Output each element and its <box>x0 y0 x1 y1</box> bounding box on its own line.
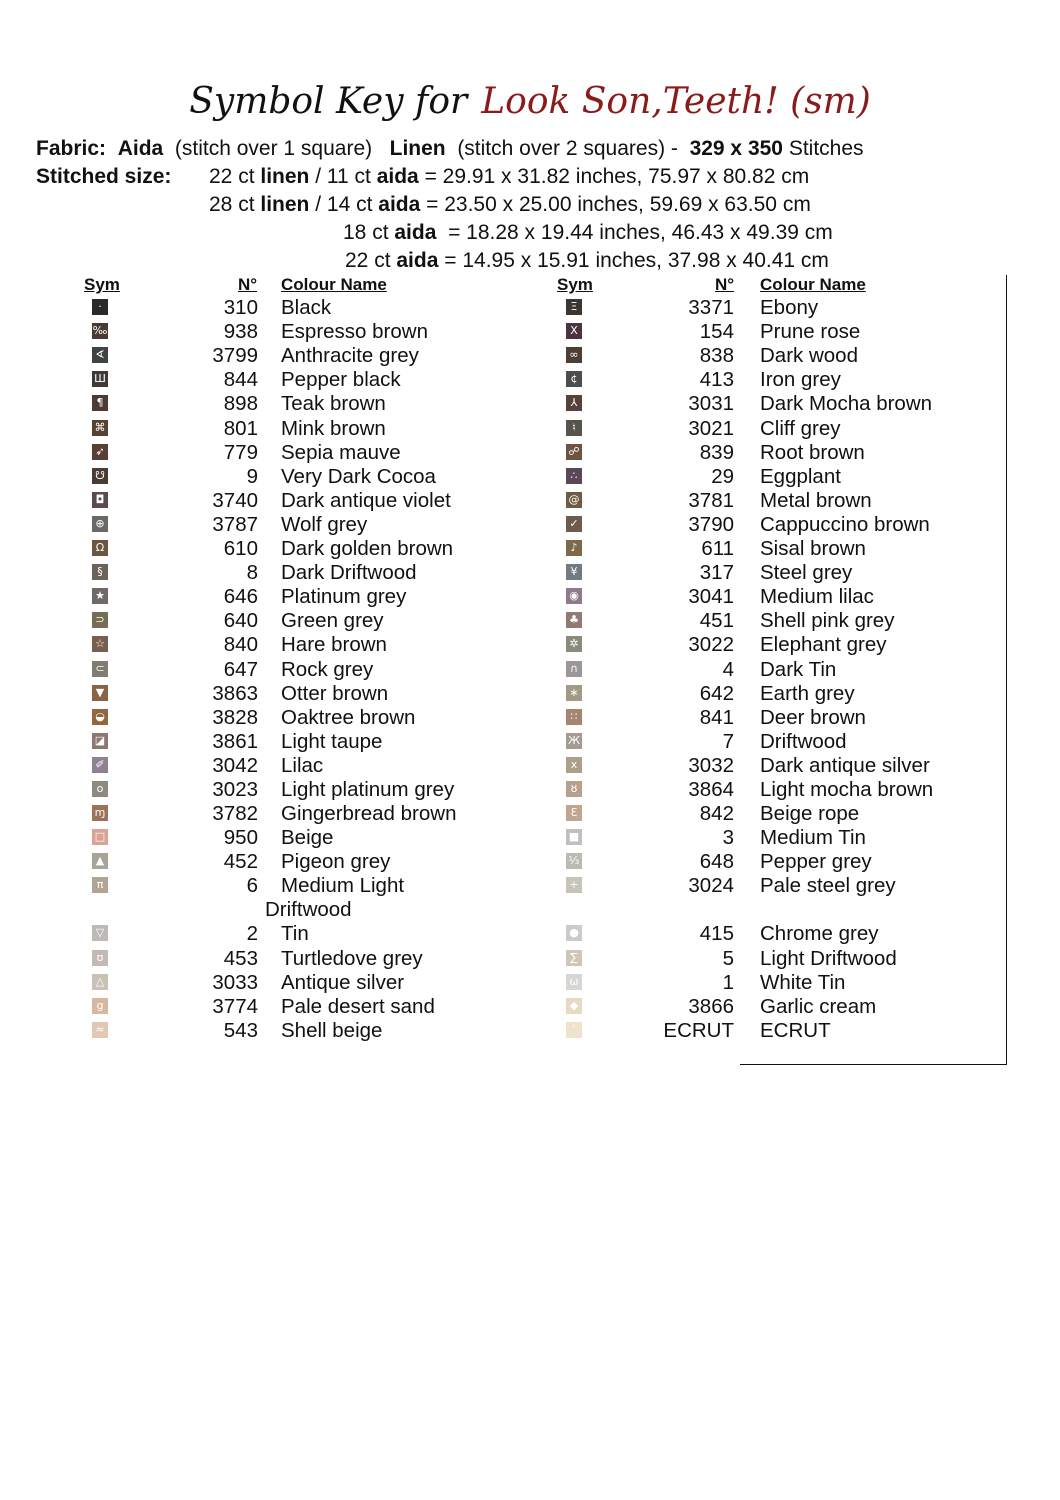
symbol-swatch: ∩ <box>566 661 582 677</box>
colour-name: Cliff grey <box>760 416 841 440</box>
colour-name: Steel grey <box>760 561 853 585</box>
colour-name: Otter brown <box>281 681 389 705</box>
right-header-no: N° <box>715 275 735 294</box>
colour-name: Elephant grey <box>760 633 887 657</box>
fabric-aida: Aida <box>117 137 164 160</box>
colour-number: 9 <box>246 464 258 488</box>
symbol-swatch: Ш <box>92 371 108 387</box>
colour-name: Pepper black <box>281 368 401 392</box>
colour-name: Light platinum grey <box>281 778 455 801</box>
stitched-line-2: 28 ct linen / 14 ct aida = 23.50 x 25.00 inches, 59.69 x 63.50 cm <box>209 193 811 216</box>
colour-name: Pepper grey <box>760 850 872 874</box>
colour-name: Green grey <box>281 609 384 633</box>
colour-row <box>0 441 1060 465</box>
symbol-swatch: ∑ <box>566 950 582 966</box>
symbol-swatch: ◆ <box>566 998 582 1014</box>
symbol-swatch: ★ <box>92 588 108 604</box>
right-header-sym: Sym <box>557 275 593 294</box>
colour-number: 642 <box>699 681 734 705</box>
symbol-swatch: ʿ <box>566 1022 582 1038</box>
symbol-swatch: ∞ <box>566 347 582 363</box>
symbol-swatch: ⊃ <box>92 612 108 628</box>
symbol-swatch: ∴ <box>566 468 582 484</box>
colour-row <box>0 971 1060 995</box>
colour-number: ECRUT <box>663 1018 734 1042</box>
colour-row <box>0 417 1060 441</box>
colour-row <box>0 995 1060 1019</box>
colour-name: Antique silver <box>281 970 405 994</box>
colour-row <box>0 706 1060 730</box>
colour-row <box>0 730 1060 754</box>
symbol-swatch: · <box>92 299 108 315</box>
title-prefix: Symbol Key for <box>189 81 468 122</box>
colour-row <box>0 344 1060 368</box>
fabric-linen: Linen <box>389 137 446 160</box>
symbol-swatch: ‰ <box>92 324 108 338</box>
colour-name: Gingerbread brown <box>281 802 457 826</box>
colour-row <box>0 561 1060 585</box>
colour-row <box>0 489 1060 513</box>
colour-row <box>0 826 1060 850</box>
colour-row <box>0 609 1060 633</box>
symbol-swatch: ∢ <box>92 347 108 363</box>
colour-number: 3042 <box>212 753 258 777</box>
colour-row <box>0 368 1060 392</box>
colour-number: 310 <box>223 296 258 319</box>
colour-number: 3023 <box>212 778 258 801</box>
symbol-swatch: ➶ <box>92 444 108 460</box>
colour-number: 646 <box>223 585 258 609</box>
colour-number: 3021 <box>688 416 734 440</box>
symbol-swatch: ▲ <box>92 853 108 869</box>
colour-number: 611 <box>701 537 734 560</box>
symbol-swatch: ¢ <box>566 371 582 387</box>
colour-row <box>0 633 1060 657</box>
colour-row <box>0 1019 1060 1043</box>
colour-number: 4 <box>722 657 734 681</box>
page-title <box>0 74 1060 130</box>
symbol-swatch: π <box>92 877 108 893</box>
stitched-line-4: 22 ct aida = 14.95 x 15.91 inches, 37.98 x 40.41 cm <box>345 249 829 272</box>
colour-name: Medium lilac <box>760 585 874 609</box>
colour-row <box>0 465 1060 489</box>
colour-name: Sepia mauve <box>281 440 401 464</box>
symbol-swatch: ✲ <box>566 636 582 652</box>
colour-name: Mink brown <box>281 416 386 440</box>
stitched-line-3: 18 ct aida = 18.28 x 19.44 inches, 46.43 x 49.39 cm <box>343 221 833 244</box>
colour-number: 2 <box>246 922 258 946</box>
colour-name: Ebony <box>760 296 819 319</box>
colour-name: Lilac <box>281 753 324 777</box>
colour-number: 838 <box>699 344 734 368</box>
colour-name: Prune rose <box>760 320 861 344</box>
colour-name: Shell pink grey <box>760 609 895 633</box>
colour-name: Beige rope <box>760 802 860 826</box>
colour-number: 29 <box>711 464 734 488</box>
colour-name: Anthracite grey <box>281 344 419 368</box>
colour-number: 3828 <box>212 705 258 729</box>
symbol-swatch: ∗ <box>566 685 582 701</box>
symbol-swatch: △ <box>92 974 108 990</box>
colour-number: 6 <box>246 874 258 898</box>
fabric-aida-desc: (stitch over 1 square) <box>174 137 373 160</box>
colour-name: Earth grey <box>760 681 855 705</box>
colour-number: 3022 <box>688 633 734 657</box>
symbol-swatch: ▼ <box>92 685 108 701</box>
symbol-swatch: Ξ <box>566 299 582 315</box>
colour-number: 1 <box>722 970 734 994</box>
symbol-swatch: ⌘ <box>92 420 108 436</box>
colour-number: 3787 <box>212 512 258 536</box>
symbol-swatch: ▽ <box>92 925 108 941</box>
colour-name-continued: Driftwood <box>265 898 352 922</box>
colour-number: 317 <box>699 561 734 585</box>
colour-name: Medium Tin <box>760 826 866 850</box>
symbol-swatch: ♮ <box>566 420 582 436</box>
colour-row <box>0 682 1060 706</box>
symbol-swatch: ♪ <box>566 540 582 556</box>
colour-number: 3 <box>722 826 734 850</box>
symbol-swatch: + <box>566 877 582 893</box>
symbol-swatch: Χ <box>566 323 582 339</box>
symbol-swatch: ɱ <box>92 805 108 821</box>
symbol-swatch: ω <box>566 974 582 990</box>
colour-number: 839 <box>699 440 734 464</box>
colour-row <box>0 778 1060 802</box>
colour-number: 5 <box>722 946 734 970</box>
colour-number: 543 <box>223 1018 258 1042</box>
symbol-swatch: ◒ <box>92 709 108 725</box>
colour-name: Dark antique silver <box>760 753 930 777</box>
colour-number: 648 <box>699 850 734 874</box>
left-header-no: N° <box>238 275 258 294</box>
colour-name: Iron grey <box>760 368 841 392</box>
fabric-linen-desc: (stitch over 2 squares) - <box>457 137 678 160</box>
title-pattern-name: Look Son,Teeth! (sm) <box>481 81 871 122</box>
colour-number: 3799 <box>212 344 258 368</box>
colour-number: 3041 <box>688 585 734 609</box>
colour-number: 3032 <box>688 753 734 777</box>
symbol-swatch: @ <box>566 492 582 508</box>
colour-name: Black <box>281 296 332 319</box>
colour-name: Espresso brown <box>281 320 428 344</box>
colour-name: Eggplant <box>760 464 841 488</box>
colour-name: Dark wood <box>760 344 858 368</box>
colour-name: Deer brown <box>760 705 866 729</box>
colour-number: 3790 <box>688 512 734 536</box>
colour-number: 3371 <box>688 296 734 319</box>
colour-number: 3033 <box>212 970 258 994</box>
colour-row <box>0 754 1060 778</box>
colour-number: 3774 <box>212 994 258 1018</box>
colour-name: Oaktree brown <box>281 705 416 729</box>
symbol-swatch: ◉ <box>566 588 582 604</box>
colour-name: Hare brown <box>281 633 387 657</box>
colour-number: 950 <box>223 826 258 850</box>
symbol-swatch: x <box>566 757 582 773</box>
colour-number: 898 <box>223 392 258 416</box>
symbol-swatch: ● <box>566 925 582 941</box>
symbol-swatch: ◪ <box>92 733 108 749</box>
colour-name: Dark Mocha brown <box>760 392 933 416</box>
symbol-swatch: ⊕ <box>92 516 108 532</box>
symbol-swatch: g <box>92 998 108 1014</box>
colour-name: Medium Light <box>281 874 405 898</box>
colour-row <box>0 537 1060 561</box>
fabric-line <box>36 135 864 163</box>
colour-number: 3866 <box>688 994 734 1018</box>
stitched-line-1: 22 ct linen / 11 ct aida = 29.91 x 31.82 inches, 75.97 x 80.82 cm <box>209 165 810 188</box>
symbol-swatch: Ω <box>92 540 108 556</box>
colour-number: 610 <box>223 537 258 560</box>
colour-name: Chrome grey <box>760 922 879 946</box>
colour-number: 413 <box>699 368 734 392</box>
colour-name: Driftwood <box>760 729 847 753</box>
colour-number: 647 <box>223 657 258 681</box>
colour-number: 840 <box>223 633 258 657</box>
symbol-swatch: ✓ <box>566 516 582 532</box>
colour-row <box>0 802 1060 826</box>
colour-name: Pale desert sand <box>281 994 435 1018</box>
colour-name: Light Driftwood <box>760 946 897 970</box>
left-header-colour: Colour Name <box>281 275 387 294</box>
colour-name: ECRUT <box>760 1018 831 1042</box>
colour-number: 453 <box>223 946 258 970</box>
colour-number: 3740 <box>212 488 258 512</box>
colour-number: 3024 <box>688 874 734 898</box>
symbol-swatch: ȣ <box>566 781 582 797</box>
colour-name: Garlic cream <box>760 994 877 1018</box>
colour-name: Dark antique violet <box>281 488 451 512</box>
symbol-swatch: ⊂ <box>92 661 108 677</box>
colour-row <box>0 513 1060 537</box>
colour-name: Sisal brown <box>760 537 866 560</box>
colour-name: Turtledove grey <box>281 946 423 970</box>
symbol-swatch: ✐ <box>92 757 108 773</box>
colour-number: 3863 <box>212 681 258 705</box>
left-header-sym: Sym <box>84 275 120 294</box>
colour-number: 844 <box>223 368 258 392</box>
colour-row <box>0 850 1060 874</box>
colour-number: 3782 <box>212 802 258 826</box>
symbol-swatch: § <box>92 564 108 580</box>
colour-name: Light taupe <box>281 729 383 753</box>
stitched-label: Stitched size: <box>36 165 172 188</box>
colour-name: Platinum grey <box>281 585 407 609</box>
symbol-swatch: ◘ <box>92 492 108 508</box>
colour-name: Teak brown <box>281 392 386 416</box>
symbol-swatch: ¶ <box>92 395 108 411</box>
colour-number: 415 <box>699 922 734 946</box>
symbol-swatch: ∷ <box>566 709 582 725</box>
colour-name: Root brown <box>760 440 865 464</box>
colour-row <box>0 874 1060 898</box>
colour-name: Dark golden brown <box>281 537 454 560</box>
colour-name: Dark Tin <box>760 657 837 681</box>
colour-number: 3031 <box>688 392 734 416</box>
symbol-swatch: ♣ <box>566 612 582 628</box>
colour-number: 3864 <box>688 778 734 801</box>
colour-number: 3861 <box>212 729 258 753</box>
symbol-swatch: ☋ <box>92 468 108 484</box>
colour-name: Shell beige <box>281 1018 383 1042</box>
colour-number: 154 <box>699 320 734 344</box>
colour-number: 451 <box>699 609 734 633</box>
colour-number: 7 <box>722 729 734 753</box>
colour-name: Wolf grey <box>281 512 368 536</box>
colour-row <box>0 922 1060 946</box>
symbol-swatch: ⅓ <box>566 853 582 869</box>
fabric-size: 329 x 350 <box>689 137 783 160</box>
colour-number: 3781 <box>688 488 734 512</box>
symbol-swatch: ≈ <box>92 1022 108 1038</box>
symbol-swatch: ■ <box>566 829 582 845</box>
colour-number: 779 <box>223 440 258 464</box>
colour-name: Very Dark Cocoa <box>281 464 436 488</box>
colour-name: Pigeon grey <box>281 850 391 874</box>
symbol-swatch: ☆ <box>92 636 108 652</box>
colour-name: White Tin <box>760 970 846 994</box>
right-header-colour: Colour Name <box>760 275 866 294</box>
colour-row <box>0 296 1060 320</box>
colour-number: 841 <box>699 705 734 729</box>
symbol-swatch: Ж <box>566 733 582 749</box>
colour-row <box>0 320 1060 344</box>
colour-number: 8 <box>246 561 258 585</box>
colour-number: 640 <box>223 609 258 633</box>
symbol-swatch: Ɛ <box>566 805 582 821</box>
table-right-border <box>1006 275 1007 1065</box>
colour-name: Rock grey <box>281 657 374 681</box>
colour-name: Dark Driftwood <box>281 561 417 585</box>
table-bottom-border <box>740 1064 1007 1065</box>
colour-name: Pale steel grey <box>760 874 896 898</box>
colour-row <box>0 585 1060 609</box>
symbol-swatch: ¥ <box>566 564 582 580</box>
colour-row <box>0 392 1060 416</box>
fabric-label: Fabric: <box>36 137 107 160</box>
colour-number: 801 <box>223 416 258 440</box>
colour-name: Tin <box>281 922 309 946</box>
colour-number: 938 <box>223 320 258 344</box>
symbol-swatch: □ <box>92 829 108 845</box>
colour-name: Light mocha brown <box>760 778 934 801</box>
colour-name: Metal brown <box>760 488 872 512</box>
colour-row <box>0 947 1060 971</box>
colour-name: Cappuccino brown <box>760 512 930 536</box>
colour-row <box>0 658 1060 682</box>
symbol-swatch: ʊ <box>92 950 108 966</box>
fabric-stitches: Stitches <box>788 137 864 160</box>
symbol-swatch: ⅄ <box>566 395 582 411</box>
colour-name: Beige <box>281 826 334 850</box>
colour-number: 452 <box>223 850 258 874</box>
symbol-swatch: ☍ <box>566 444 582 460</box>
symbol-swatch: o <box>92 781 108 797</box>
colour-number: 842 <box>699 802 734 826</box>
